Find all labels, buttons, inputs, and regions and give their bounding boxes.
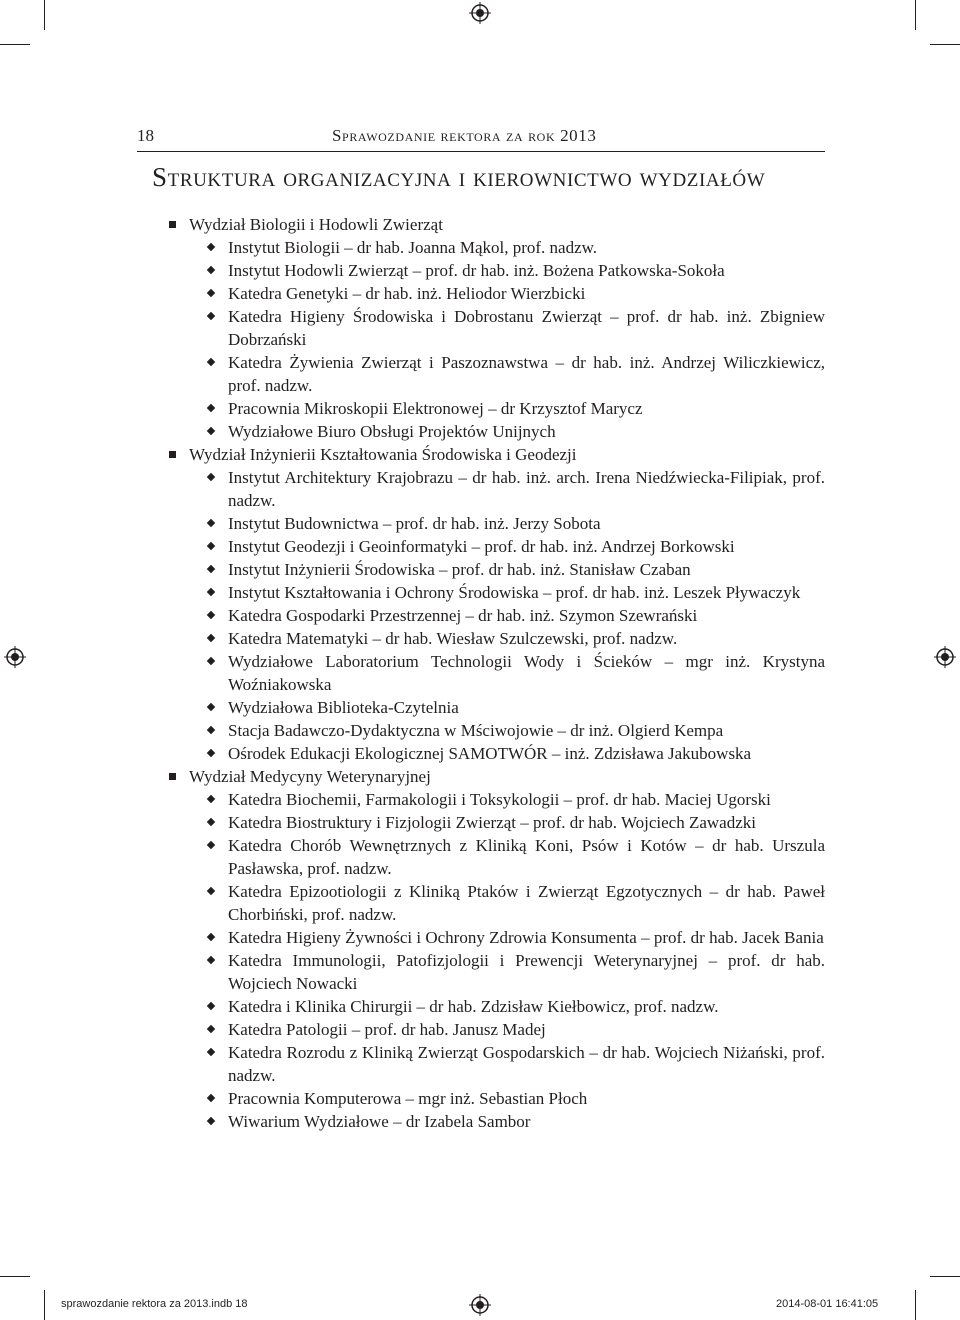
unit-text: Katedra Epizootiologii z Kliniką Ptaków i Zwierząt Egzotycznych – dr hab. Paweł Chorbiński, prof. nadzw. (228, 882, 825, 924)
faculty-name: Wydział Inżynierii Kształtowania Środowiska i Geodezji (189, 445, 577, 464)
unit-text: Katedra Genetyki – dr hab. inż. Heliodor Wierzbicki (228, 284, 586, 303)
square-bullet-icon (169, 221, 176, 228)
registration-mark-right (934, 646, 956, 668)
unit-item (228, 627, 825, 650)
unit-item (228, 1018, 825, 1041)
unit-list (228, 236, 825, 443)
unit-text: Katedra Rozrodu z Kliniką Zwierząt Gospodarskich – dr hab. Wojciech Niżański, prof. nadzw. (228, 1043, 825, 1085)
diamond-bullet-icon (207, 289, 215, 297)
unit-text: Katedra Chorób Wewnętrznych z Kliniką Koni, Psów i Kotów – dr hab. Urszula Pasławska, prof. nadzw. (228, 836, 825, 878)
crop-mark-top-left-v (44, 0, 45, 30)
diamond-bullet-icon (207, 933, 215, 941)
unit-item (228, 305, 825, 351)
unit-list (228, 788, 825, 1133)
crop-mark-top-left-h (0, 44, 30, 45)
unit-text: Katedra Matematyki – dr hab. Wiesław Szulczewski, prof. nadzw. (228, 629, 678, 648)
unit-text: Wiwarium Wydziałowe – dr Izabela Sambor (228, 1112, 531, 1131)
faculty-item (167, 213, 825, 443)
unit-item (228, 604, 825, 627)
diamond-bullet-icon (207, 312, 215, 320)
unit-text: Instytut Architektury Krajobrazu – dr hab. inż. arch. Irena Niedźwiecka-Filipiak, prof. nadzw. (228, 468, 825, 510)
unit-text: Stacja Badawczo-Dydaktyczna w Mściwojowie – dr inż. Olgierd Kempa (228, 721, 724, 740)
diamond-bullet-icon (207, 749, 215, 757)
diamond-bullet-icon (207, 427, 215, 435)
unit-item (228, 696, 825, 719)
footer-timestamp: 2014-08-01 16:41:05 (776, 1298, 879, 1310)
diamond-bullet-icon (207, 726, 215, 734)
unit-item (228, 788, 825, 811)
unit-text: Wydziałowe Laboratorium Technologii Wody i Ścieków – mgr inż. Krystyna Woźniakowska (228, 652, 825, 694)
unit-item (228, 512, 825, 535)
unit-list (228, 466, 825, 765)
diamond-bullet-icon (207, 703, 215, 711)
unit-item (228, 650, 825, 696)
unit-item (228, 259, 825, 282)
diamond-bullet-icon (207, 1025, 215, 1033)
unit-item (228, 1041, 825, 1087)
diamond-bullet-icon (207, 266, 215, 274)
crop-mark-top-right-v (915, 0, 916, 30)
unit-text: Instytut Kształtowania i Ochrony Środowiska – prof. dr hab. inż. Leszek Pływaczyk (228, 583, 801, 602)
diamond-bullet-icon (207, 634, 215, 642)
diamond-bullet-icon (207, 841, 215, 849)
square-bullet-icon (169, 773, 176, 780)
diamond-bullet-icon (207, 657, 215, 665)
diamond-bullet-icon (207, 542, 215, 550)
diamond-bullet-icon (207, 358, 215, 366)
unit-text: Wydziałowe Biuro Obsługi Projektów Unijnych (228, 422, 556, 441)
unit-item (228, 742, 825, 765)
unit-item (228, 558, 825, 581)
faculty-list (167, 213, 825, 1133)
unit-item (228, 834, 825, 880)
unit-text: Instytut Inżynierii Środowiska – prof. dr hab. inż. Stanisław Czaban (228, 560, 691, 579)
registration-mark-top (469, 2, 491, 24)
diamond-bullet-icon (207, 818, 215, 826)
faculty-name: Wydział Biologii i Hodowli Zwierząt (189, 215, 443, 234)
diamond-bullet-icon (207, 1002, 215, 1010)
unit-text: Katedra Higieny Żywności i Ochrony Zdrowia Konsumenta – prof. dr hab. Jacek Bania (228, 928, 824, 947)
unit-item (228, 880, 825, 926)
footer-file-name: sprawozdanie rektora za 2013.indb 18 (61, 1298, 248, 1310)
unit-text: Wydziałowa Biblioteka-Czytelnia (228, 698, 459, 717)
unit-item (228, 282, 825, 305)
diamond-bullet-icon (207, 611, 215, 619)
crop-mark-top-right-h (930, 44, 960, 45)
unit-text: Katedra Żywienia Zwierząt i Paszoznawstwa – dr hab. inż. Andrzej Wiliczkiewicz, prof. nadzw. (228, 353, 825, 395)
diamond-bullet-icon (207, 1094, 215, 1102)
unit-text: Instytut Budownictwa – prof. dr hab. inż. Jerzy Sobota (228, 514, 601, 533)
diamond-bullet-icon (207, 887, 215, 895)
diamond-bullet-icon (207, 519, 215, 527)
unit-text: Ośrodek Edukacji Ekologicznej SAMOTWÓR – inż. Zdzisława Jakubowska (228, 744, 752, 763)
registration-mark-left (4, 646, 26, 668)
crop-mark-bottom-left-h (0, 1276, 30, 1277)
unit-text: Pracownia Mikroskopii Elektronowej – dr Krzysztof Marycz (228, 399, 643, 418)
square-bullet-icon (169, 451, 176, 458)
diamond-bullet-icon (207, 956, 215, 964)
unit-item (228, 351, 825, 397)
diamond-bullet-icon (207, 588, 215, 596)
unit-item (228, 397, 825, 420)
unit-text: Katedra Patologii – prof. dr hab. Janusz Madej (228, 1020, 546, 1039)
unit-item (228, 995, 825, 1018)
unit-item (228, 466, 825, 512)
unit-text: Katedra Biostruktury i Fizjologii Zwierząt – prof. dr hab. Wojciech Zawadzki (228, 813, 756, 832)
unit-text: Katedra Biochemii, Farmakologii i Toksykologii – prof. dr hab. Maciej Ugorski (228, 790, 771, 809)
faculty-name: Wydział Medycyny Weterynaryjnej (189, 767, 431, 786)
unit-item (228, 420, 825, 443)
unit-text: Pracownia Komputerowa – mgr inż. Sebastian Płoch (228, 1089, 588, 1108)
unit-item (228, 811, 825, 834)
diamond-bullet-icon (207, 473, 215, 481)
diamond-bullet-icon (207, 1117, 215, 1125)
running-title: Sprawozdanie rektora za rok 2013 (332, 126, 597, 145)
unit-text: Katedra i Klinika Chirurgii – dr hab. Zdzisław Kiełbowicz, prof. nadzw. (228, 997, 719, 1016)
unit-text: Katedra Higieny Środowiska i Dobrostanu Zwierząt – prof. dr hab. inż. Zbigniew Dobrzański (228, 307, 825, 349)
unit-text: Katedra Gospodarki Przestrzennej – dr hab. inż. Szymon Szewrański (228, 606, 698, 625)
page-number: 18 (137, 126, 154, 145)
unit-item (228, 535, 825, 558)
diamond-bullet-icon (207, 565, 215, 573)
diamond-bullet-icon (207, 243, 215, 251)
unit-item (228, 1087, 825, 1110)
unit-item (228, 236, 825, 259)
registration-mark-bottom (469, 1294, 491, 1316)
unit-item (228, 926, 825, 949)
unit-item (228, 949, 825, 995)
header-rule (137, 151, 825, 152)
unit-item (228, 719, 825, 742)
unit-item (228, 1110, 825, 1133)
unit-text: Katedra Immunologii, Patofizjologii i Prewencji Weterynaryjnej – prof. dr hab. Wojciech Nowacki (228, 951, 825, 993)
unit-text: Instytut Hodowli Zwierząt – prof. dr hab. inż. Bożena Patkowska-Sokoła (228, 261, 725, 280)
crop-mark-bottom-left-v (44, 1290, 45, 1320)
faculty-item (167, 765, 825, 1133)
diamond-bullet-icon (207, 404, 215, 412)
diamond-bullet-icon (207, 1048, 215, 1056)
section-title: Struktura organizacyjna i kierownictwo wydziałów (152, 162, 766, 192)
unit-item (228, 581, 825, 604)
unit-text: Instytut Geodezji i Geoinformatyki – prof. dr hab. inż. Andrzej Borkowski (228, 537, 735, 556)
diamond-bullet-icon (207, 795, 215, 803)
faculty-item (167, 443, 825, 765)
unit-text: Instytut Biologii – dr hab. Joanna Mąkol, prof. nadzw. (228, 238, 598, 257)
crop-mark-bottom-right-h (930, 1276, 960, 1277)
crop-mark-bottom-right-v (915, 1290, 916, 1320)
